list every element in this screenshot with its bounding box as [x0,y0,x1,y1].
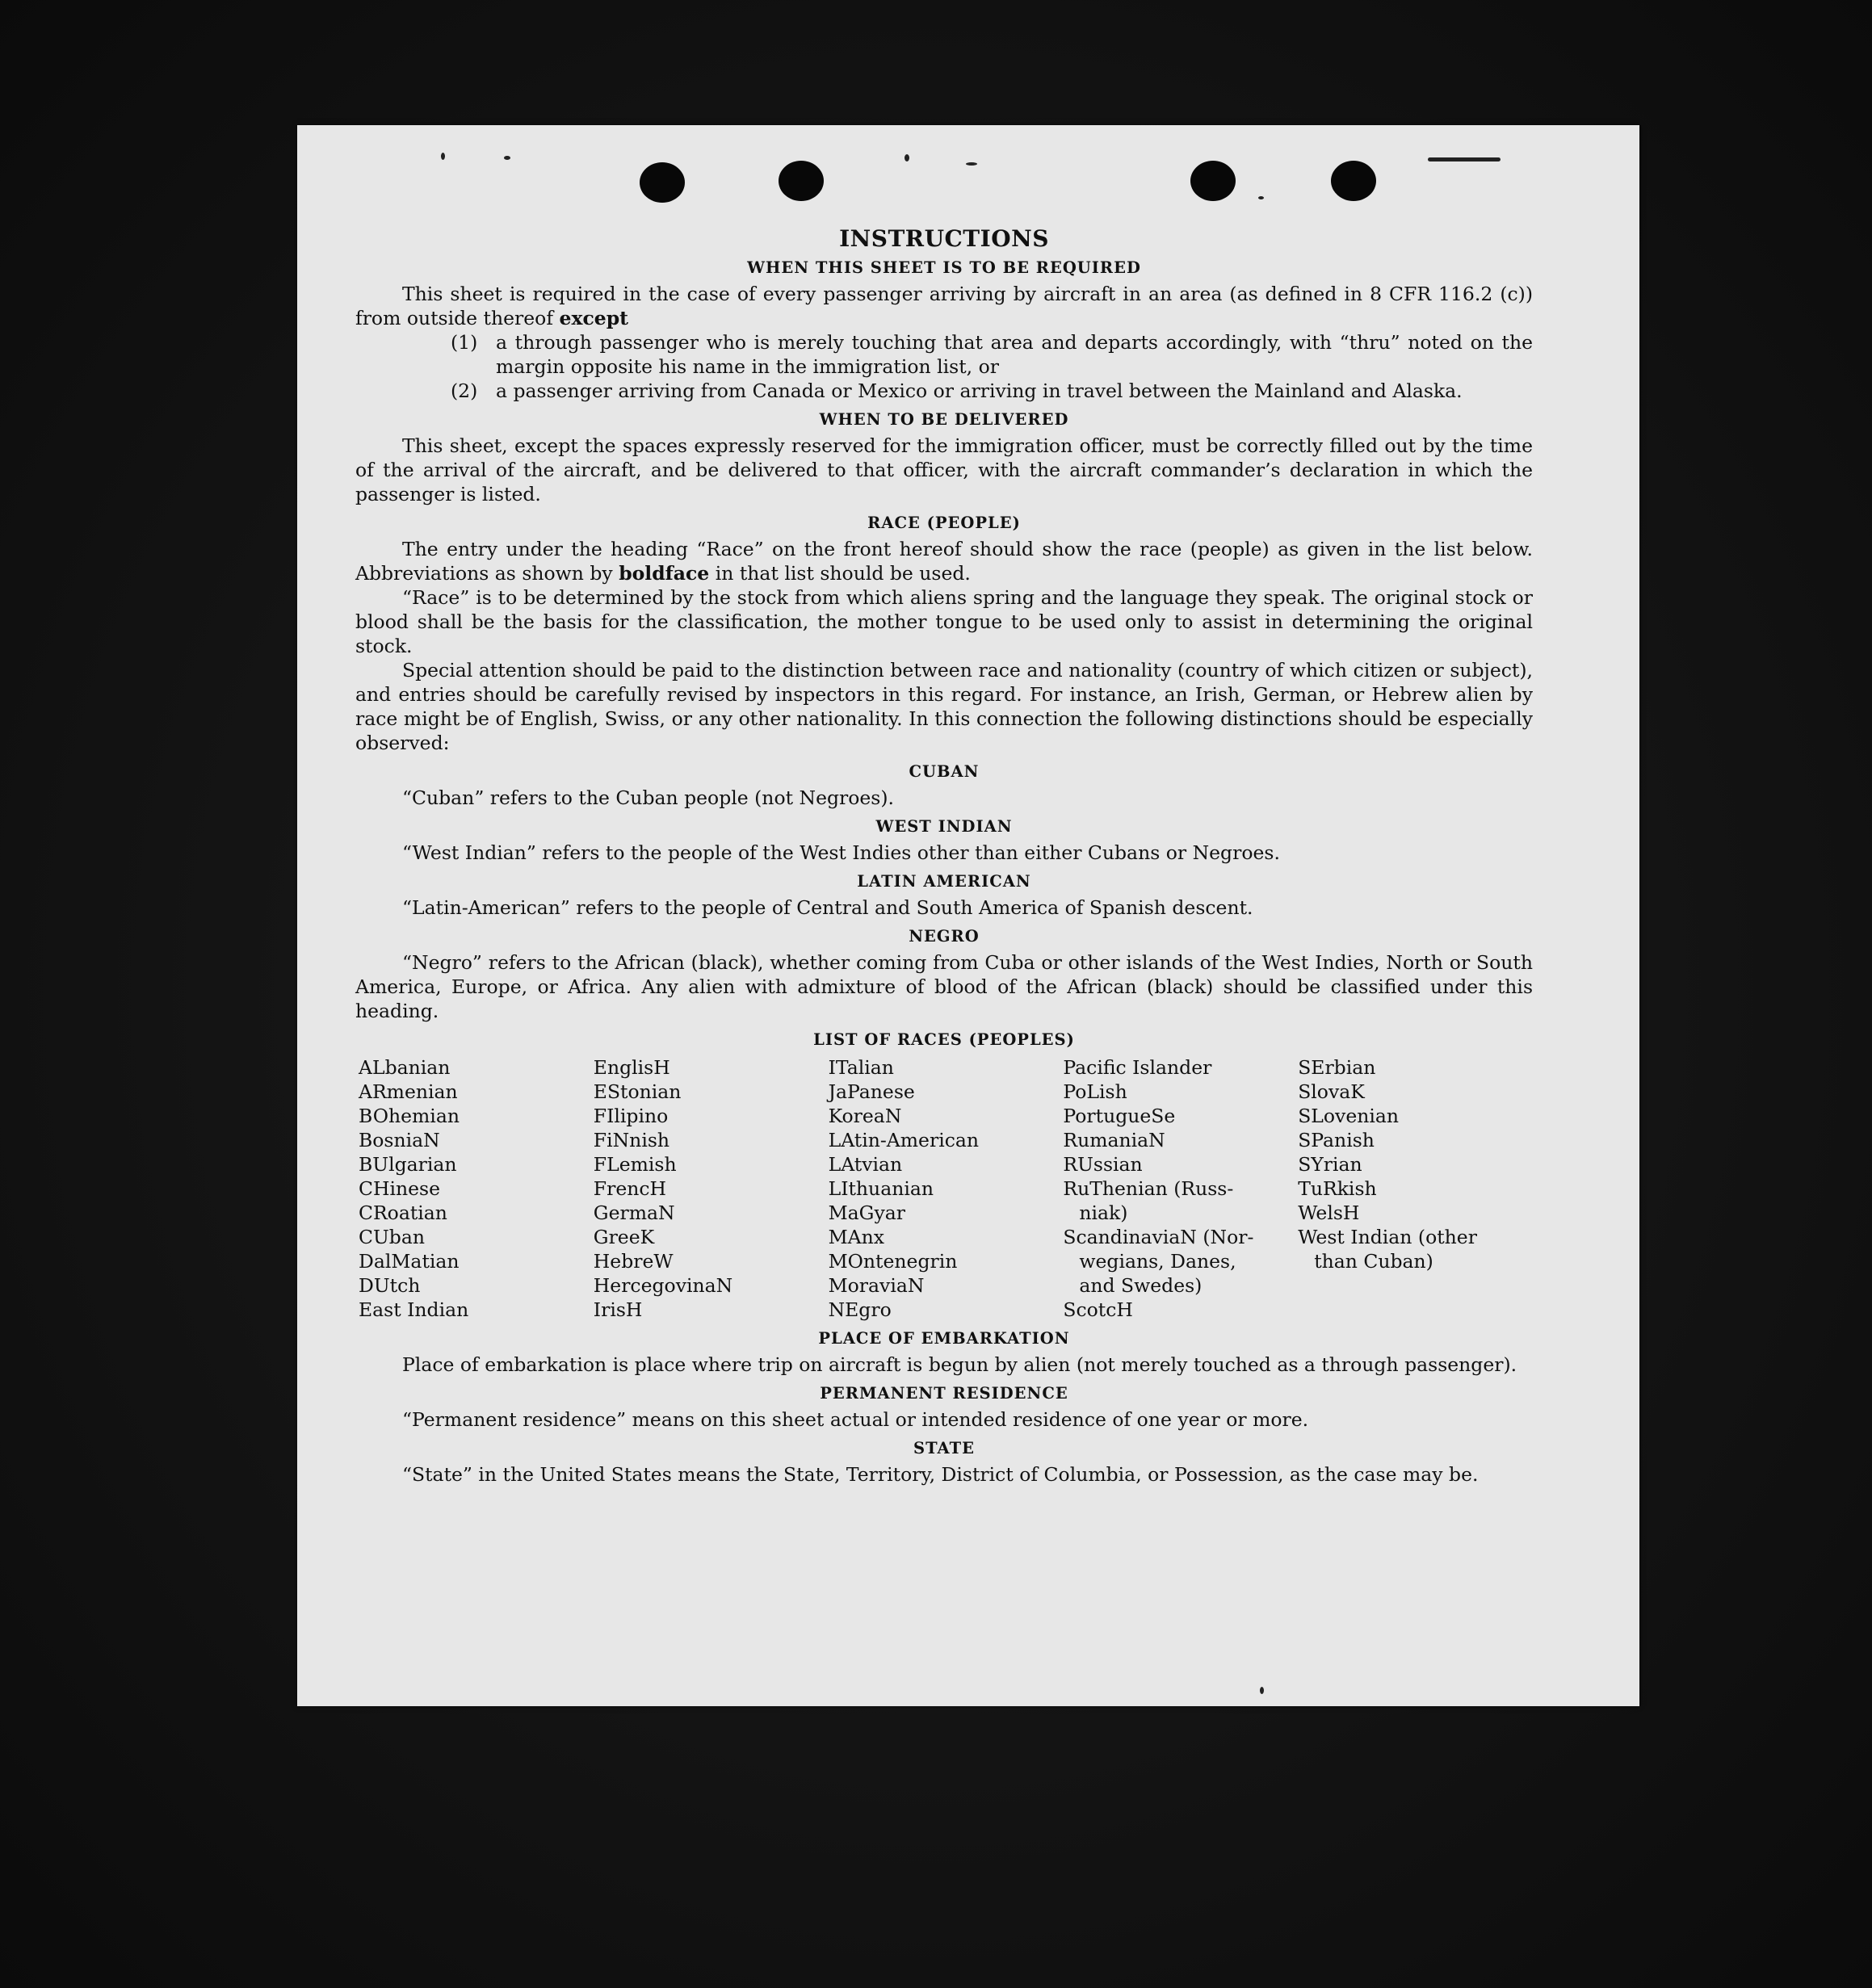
race-paragraph-3: Special attention should be paid to the distinction between race and nationality (country of which citizen or subject), and entries should be carefully revised by inspectors in this regard. For instance, an Irish, German, or Hebrew alien by race might be of English, Swiss, or any other nationality. In this connection the following distinctions should be especially observed: [355,659,1533,754]
race-entry: KoreaN [828,1105,902,1127]
scan-speck [1258,196,1264,199]
punch-hole [1331,161,1376,201]
when-delivered-text: This sheet, except the spaces expressly reserved for the immigration officer, must be correctly filled out by the time of the arrival of the aircraft, and be delivered to that officer, with the aircraft commander’s declaration in which the passenger is listed. [355,434,1533,505]
heading-cuban: CUBAN [909,762,980,781]
race-paragraph-2: “Race” is to be determined by the stock from which aliens spring and the language they speak. The original stock or blood shall be the basis for the classification, the mother tongue to be used only to assist in determining the original stock. [355,586,1533,657]
race-entry: MAnx [828,1226,885,1248]
race-entry: PoLish [1063,1080,1127,1103]
heading-west-indian: WEST INDIAN [875,817,1013,836]
race-entry: BUlgarian [359,1153,457,1176]
race-column [594,1055,829,1322]
race-entry: MaGyar [828,1202,905,1224]
race-entry: East Indian [359,1298,469,1321]
race-entry: ScotcH [1063,1298,1133,1321]
race-entry: ARmenian [359,1080,458,1103]
document-sheet [297,125,1639,1706]
race-entry: ALbanian [359,1056,451,1079]
punch-hole [779,161,824,201]
heading-when-required: WHEN THIS SHEET IS TO BE REQUIRED [747,258,1141,277]
permanent-residence-text: “Permanent residence” means on this sheet actual or intended residence of one year or more. [402,1408,1309,1431]
race-entry-continued: wegians, Danes, [1079,1250,1236,1273]
page-title: INSTRUCTIONS [839,225,1049,252]
race-entry: HercegovinaN [593,1274,733,1297]
race-entry: FIlipino [593,1105,669,1127]
race-entry: TuRkish [1298,1177,1377,1200]
race-entry: RumaniaN [1063,1129,1165,1151]
exception-item-1 [355,330,1533,379]
race-entry: SLovenian [1298,1105,1400,1127]
race-entry: IrisH [593,1298,643,1321]
race-entry: GreeK [593,1226,655,1248]
scan-speck [1260,1687,1264,1694]
scan-speck [504,156,510,160]
race-entry: ScandinaviaN (Nor- [1063,1226,1254,1248]
race-entry: FiNnish [593,1129,670,1151]
scan-speck [441,153,445,160]
heading-race: RACE (PEOPLE) [867,514,1021,532]
race-entry: CRoatian [359,1202,447,1224]
exception-number: (2) [451,380,478,402]
heading-list-of-races: LIST OF RACES (PEOPLES) [813,1030,1075,1049]
race-entry: CUban [359,1226,425,1248]
state-text: “State” in the United States means the State, Territory, District of Columbia, or Possession, as the case may be. [402,1463,1479,1486]
scan-speck [1428,157,1501,161]
race-list [359,1055,1533,1322]
race-entry: RuThenian (Russ- [1063,1177,1234,1200]
race-entry: LAtvian [828,1153,903,1176]
race-entry: WelsH [1298,1202,1360,1224]
heading-latin-american: LATIN AMERICAN [857,872,1031,891]
negro-text: “Negro” refers to the African (black), whether coming from Cuba or other islands of the West Indies, North or South America, Europe, or Africa. Any alien with admixture of blood of the African (black) should be classified under this heading. [355,951,1533,1022]
race-entry: GermaN [593,1202,675,1224]
race-entry: SErbian [1298,1056,1376,1079]
race-entry-continued: niak) [1079,1202,1128,1224]
race-entry: EStonian [593,1080,682,1103]
race-entry: Pacific Islander [1063,1056,1212,1079]
scan-speck [966,162,977,166]
race-column [1298,1055,1533,1322]
cuban-text: “Cuban” refers to the Cuban people (not Negroes). [402,786,895,809]
race-entry: LIthuanian [828,1177,934,1200]
race-entry: FrencH [593,1177,667,1200]
race-entry: HebreW [593,1250,674,1273]
race-paragraph-1: The entry under the heading “Race” on the front hereof should show the race (people) as given in the list below. Abbreviations as shown by boldface in that list should be used. [355,538,1533,585]
race-entry: MoraviaN [828,1274,925,1297]
race-entry: PortugueSe [1063,1105,1176,1127]
exception-item-2 [355,379,1533,403]
race-entry: LAtin-American [828,1129,980,1151]
race-entry: RUssian [1063,1153,1143,1176]
race-entry: SYrian [1298,1153,1362,1176]
scan-speck [905,154,909,161]
heading-permanent-residence: PERMANENT RESIDENCE [820,1384,1068,1403]
race-entry: DalMatian [359,1250,460,1273]
heading-when-delivered: WHEN TO BE DELIVERED [819,410,1069,429]
race-entry: BosniaN [359,1129,440,1151]
race-entry: JaPanese [828,1080,915,1103]
when-required-intro: This sheet is required in the case of every passenger arriving by aircraft in an area (as defined in 8 CFR 116.2 (c)) from outside thereof except [355,283,1533,329]
exception-number: (1) [451,331,478,354]
latin-american-text: “Latin-American” refers to the people of Central and South America of Spanish descent. [402,896,1253,919]
race-entry: EnglisH [593,1056,670,1079]
race-entry: SPanish [1298,1129,1375,1151]
race-entry-continued: and Swedes) [1079,1274,1203,1297]
race-entry: DUtch [359,1274,421,1297]
race-entry: CHinese [359,1177,440,1200]
race-column [829,1055,1064,1322]
heading-embarkation: PLACE OF EMBARKATION [818,1329,1070,1348]
race-entry: NEgro [828,1298,892,1321]
exception-text: a through passenger who is merely touching that area and departs accordingly, with “thru” noted on the margin opposite his name in the immigration list, or [496,331,1533,378]
heading-state: STATE [913,1439,975,1457]
west-indian-text: “West Indian” refers to the people of the West Indies other than either Cubans or Negroes. [402,841,1280,864]
punch-hole [640,162,685,203]
race-entry-continued: than Cuban) [1314,1250,1433,1273]
race-entry: MOntenegrin [828,1250,958,1273]
race-entry: SlovaK [1298,1080,1365,1103]
race-entry: FLemish [593,1153,677,1176]
punch-hole [1190,161,1236,201]
embarkation-text: Place of embarkation is place where trip on aircraft is begun by alien (not merely touched as a through passenger). [402,1353,1517,1376]
race-entry: ITalian [828,1056,894,1079]
race-column [359,1055,594,1322]
instructions-content [355,227,1533,1487]
race-entry: BOhemian [359,1105,460,1127]
heading-negro: NEGRO [909,927,980,946]
race-column [1063,1055,1298,1322]
exception-text: a passenger arriving from Canada or Mexico or arriving in travel between the Mainland and Alaska. [496,380,1463,402]
race-entry: West Indian (other [1298,1226,1477,1248]
